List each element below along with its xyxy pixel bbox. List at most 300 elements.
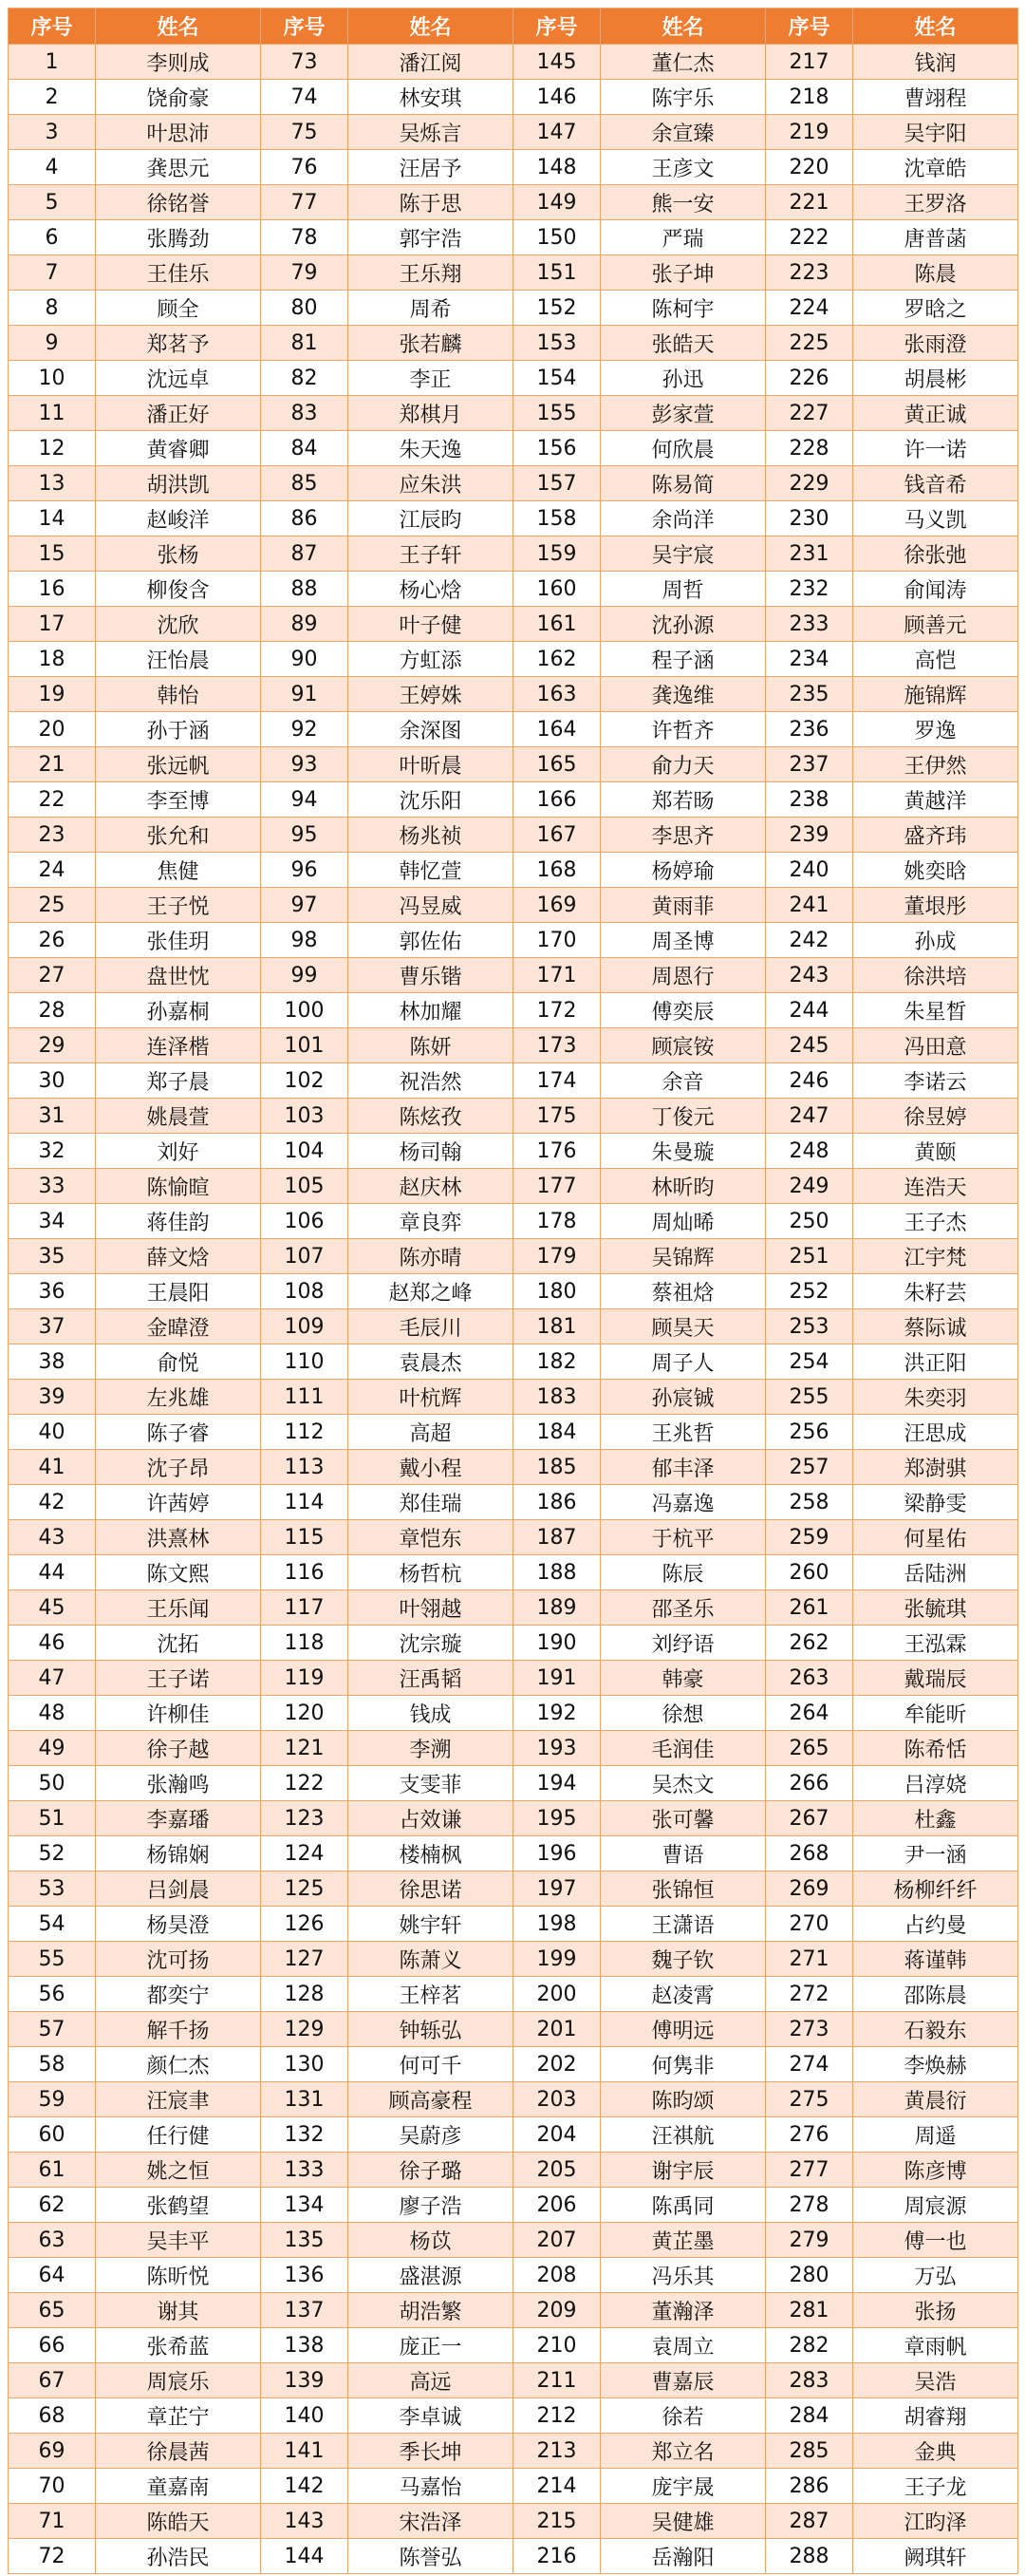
name-cell: 许哲齐 (601, 712, 766, 747)
table-row (9, 2504, 1018, 2539)
name-cell: 郁丰泽 (601, 1450, 766, 1485)
index-cell: 35 (9, 1239, 96, 1274)
name-cell: 孙迅 (601, 361, 766, 396)
index-cell: 274 (766, 2047, 853, 2082)
name-cell: 冯乐其 (601, 2258, 766, 2293)
name-cell: 任行健 (96, 2117, 261, 2153)
index-cell: 105 (261, 1169, 348, 1204)
index-cell: 14 (9, 501, 96, 536)
index-cell: 67 (9, 2363, 96, 2398)
name-cell: 蒋谨韩 (853, 1942, 1018, 1977)
name-cell: 郑佳瑞 (348, 1485, 513, 1520)
name-cell: 张扬 (853, 2293, 1018, 2328)
index-cell: 259 (766, 1520, 853, 1555)
name-cell: 郭宇浩 (348, 220, 513, 255)
index-cell: 204 (513, 2117, 601, 2153)
name-cell: 刘好 (96, 1134, 261, 1169)
name-cell: 何隽非 (601, 2047, 766, 2082)
index-cell: 137 (261, 2293, 348, 2328)
name-cell: 金暐澄 (96, 1309, 261, 1344)
name-cell: 李思齐 (601, 818, 766, 853)
name-cell: 汪宸聿 (96, 2082, 261, 2117)
index-cell: 251 (766, 1239, 853, 1274)
index-cell: 217 (766, 45, 853, 80)
name-cell: 黄睿卿 (96, 431, 261, 466)
index-cell: 70 (9, 2469, 96, 2504)
index-cell: 183 (513, 1380, 601, 1415)
index-cell: 98 (261, 923, 348, 958)
name-cell: 罗晗之 (853, 291, 1018, 326)
index-cell: 200 (513, 1977, 601, 2012)
name-cell: 陈子睿 (96, 1415, 261, 1450)
name-cell: 朱籽芸 (853, 1274, 1018, 1309)
index-cell: 75 (261, 115, 348, 150)
index-cell: 30 (9, 1063, 96, 1099)
index-cell: 109 (261, 1309, 348, 1344)
table-body (9, 45, 1018, 2574)
index-cell: 104 (261, 1134, 348, 1169)
name-cell: 郑子晨 (96, 1063, 261, 1099)
name-cell: 俞闻涛 (853, 572, 1018, 607)
index-cell: 265 (766, 1731, 853, 1766)
table-row (9, 1344, 1018, 1380)
name-cell: 沈欣 (96, 607, 261, 642)
index-cell: 37 (9, 1309, 96, 1344)
name-cell: 叶杭辉 (348, 1380, 513, 1415)
index-cell: 180 (513, 1274, 601, 1309)
table-row (9, 572, 1018, 607)
name-cell: 郑茗予 (96, 326, 261, 361)
name-cell: 俞悦 (96, 1344, 261, 1380)
name-cell: 阙琪轩 (853, 2539, 1018, 2574)
index-cell: 228 (766, 431, 853, 466)
name-cell: 王乐翔 (348, 255, 513, 291)
name-cell: 汪祺航 (601, 2117, 766, 2153)
index-cell: 186 (513, 1485, 601, 1520)
table-row (9, 2153, 1018, 2188)
name-cell: 廖子浩 (348, 2188, 513, 2223)
name-cell: 汪禹韬 (348, 1661, 513, 1696)
index-cell: 4 (9, 150, 96, 185)
table-row (9, 2293, 1018, 2328)
index-cell: 53 (9, 1871, 96, 1907)
index-cell: 256 (766, 1415, 853, 1450)
index-cell: 248 (766, 1134, 853, 1169)
name-cell: 邵陈晨 (853, 1977, 1018, 2012)
name-cell: 朱星晳 (853, 993, 1018, 1028)
table-row (9, 712, 1018, 747)
index-cell: 189 (513, 1590, 601, 1626)
index-cell: 282 (766, 2328, 853, 2363)
name-cell: 杨司翰 (348, 1134, 513, 1169)
table-row (9, 853, 1018, 888)
index-cell: 40 (9, 1415, 96, 1450)
table-row (9, 536, 1018, 572)
index-cell: 155 (513, 396, 601, 431)
name-cell: 张瀚鸣 (96, 1766, 261, 1801)
index-cell: 227 (766, 396, 853, 431)
name-cell: 潘正好 (96, 396, 261, 431)
table-row (9, 396, 1018, 431)
name-cell: 高恺 (853, 642, 1018, 677)
index-cell: 143 (261, 2504, 348, 2539)
index-cell: 154 (513, 361, 601, 396)
table-row (9, 2398, 1018, 2434)
index-cell: 24 (9, 853, 96, 888)
name-cell: 赵郑之峰 (348, 1274, 513, 1309)
name-cell: 杨昊澄 (96, 1907, 261, 1942)
index-cell: 257 (766, 1450, 853, 1485)
index-cell: 196 (513, 1836, 601, 1871)
name-cell: 徐晨茜 (96, 2434, 261, 2469)
name-cell: 顾宸铵 (601, 1028, 766, 1063)
name-cell: 江昀泽 (853, 2504, 1018, 2539)
name-cell: 牟能昕 (853, 1696, 1018, 1731)
index-cell: 52 (9, 1836, 96, 1871)
name-cell: 何欣晨 (601, 431, 766, 466)
name-cell: 杨哲杭 (348, 1555, 513, 1590)
index-cell: 203 (513, 2082, 601, 2117)
index-cell: 162 (513, 642, 601, 677)
name-cell: 韩怡 (96, 677, 261, 712)
name-cell: 李嘉璠 (96, 1801, 261, 1836)
name-cell: 俞力天 (601, 747, 766, 782)
index-cell: 264 (766, 1696, 853, 1731)
index-cell: 123 (261, 1801, 348, 1836)
index-cell: 58 (9, 2047, 96, 2082)
index-cell: 38 (9, 1344, 96, 1380)
name-cell: 梁静雯 (853, 1485, 1018, 1520)
index-cell: 215 (513, 2504, 601, 2539)
index-cell: 249 (766, 1169, 853, 1204)
table-row (9, 185, 1018, 220)
name-cell: 余宣臻 (601, 115, 766, 150)
index-cell: 246 (766, 1063, 853, 1099)
index-cell: 80 (261, 291, 348, 326)
name-cell: 张可馨 (601, 1801, 766, 1836)
name-cell: 林加耀 (348, 993, 513, 1028)
name-cell: 毛润佳 (601, 1731, 766, 1766)
name-cell: 高远 (348, 2363, 513, 2398)
table-row (9, 782, 1018, 818)
name-cell: 胡浩繁 (348, 2293, 513, 2328)
index-cell: 270 (766, 1907, 853, 1942)
name-cell: 余深图 (348, 712, 513, 747)
index-cell: 33 (9, 1169, 96, 1204)
name-cell: 毛辰川 (348, 1309, 513, 1344)
name-cell: 章芷宁 (96, 2398, 261, 2434)
index-cell: 177 (513, 1169, 601, 1204)
name-cell: 李焕赫 (853, 2047, 1018, 2082)
index-cell: 211 (513, 2363, 601, 2398)
name-cell: 沈子昂 (96, 1450, 261, 1485)
name-cell: 何星佑 (853, 1520, 1018, 1555)
index-cell: 138 (261, 2328, 348, 2363)
index-cell: 89 (261, 607, 348, 642)
name-cell: 朱奕羽 (853, 1380, 1018, 1415)
index-cell: 254 (766, 1344, 853, 1380)
name-cell: 施锦辉 (853, 677, 1018, 712)
name-cell: 曹嘉辰 (601, 2363, 766, 2398)
index-cell: 188 (513, 1555, 601, 1590)
name-cell: 焦健 (96, 853, 261, 888)
index-cell: 36 (9, 1274, 96, 1309)
index-cell: 84 (261, 431, 348, 466)
name-cell: 吴杰文 (601, 1766, 766, 1801)
index-cell: 235 (766, 677, 853, 712)
index-cell: 8 (9, 291, 96, 326)
name-cell: 徐洪培 (853, 958, 1018, 993)
table-row (9, 1274, 1018, 1309)
index-cell: 57 (9, 2012, 96, 2047)
index-cell: 191 (513, 1661, 601, 1696)
index-cell: 170 (513, 923, 601, 958)
index-cell: 68 (9, 2398, 96, 2434)
index-cell: 54 (9, 1907, 96, 1942)
name-cell: 占效谦 (348, 1801, 513, 1836)
index-cell: 231 (766, 536, 853, 572)
index-cell: 119 (261, 1661, 348, 1696)
index-cell: 169 (513, 888, 601, 923)
name-cell: 蒋佳韵 (96, 1204, 261, 1239)
index-cell: 86 (261, 501, 348, 536)
name-cell: 都奕宁 (96, 1977, 261, 2012)
name-cell: 杨锦娴 (96, 1836, 261, 1871)
index-cell: 279 (766, 2223, 853, 2258)
name-cell: 陈晨 (853, 255, 1018, 291)
table-row (9, 2434, 1018, 2469)
name-cell: 盛湛源 (348, 2258, 513, 2293)
index-cell: 69 (9, 2434, 96, 2469)
name-cell: 饶俞豪 (96, 80, 261, 115)
name-cell: 汪怡晨 (96, 642, 261, 677)
index-cell: 173 (513, 1028, 601, 1063)
index-cell: 223 (766, 255, 853, 291)
name-cell: 李正 (348, 361, 513, 396)
name-cell: 孙成 (853, 923, 1018, 958)
table-row (9, 1696, 1018, 1731)
name-cell: 姚宇轩 (348, 1907, 513, 1942)
name-cell: 黄正诚 (853, 396, 1018, 431)
index-cell: 2 (9, 80, 96, 115)
index-cell: 90 (261, 642, 348, 677)
index-cell: 106 (261, 1204, 348, 1239)
index-cell: 19 (9, 677, 96, 712)
name-cell: 冯昱威 (348, 888, 513, 923)
index-cell: 287 (766, 2504, 853, 2539)
index-cell: 232 (766, 572, 853, 607)
index-cell: 284 (766, 2398, 853, 2434)
index-cell: 247 (766, 1099, 853, 1134)
index-cell: 101 (261, 1028, 348, 1063)
name-cell: 周遥 (853, 2117, 1018, 2153)
index-cell: 74 (261, 80, 348, 115)
name-cell: 左兆雄 (96, 1380, 261, 1415)
index-cell: 116 (261, 1555, 348, 1590)
index-cell: 141 (261, 2434, 348, 2469)
index-cell: 193 (513, 1731, 601, 1766)
name-cell: 徐铭誉 (96, 185, 261, 220)
index-cell: 272 (766, 1977, 853, 2012)
index-cell: 39 (9, 1380, 96, 1415)
name-cell: 张杨 (96, 536, 261, 572)
name-cell: 童嘉南 (96, 2469, 261, 2504)
index-cell: 26 (9, 923, 96, 958)
name-cell: 罗逸 (853, 712, 1018, 747)
index-cell: 1 (9, 45, 96, 80)
index-cell: 78 (261, 220, 348, 255)
index-cell: 153 (513, 326, 601, 361)
name-cell: 李溯 (348, 1731, 513, 1766)
table-row (9, 1204, 1018, 1239)
name-cell: 张皓天 (601, 326, 766, 361)
name-cell: 郑棋月 (348, 396, 513, 431)
index-cell: 10 (9, 361, 96, 396)
name-cell: 董垠彤 (853, 888, 1018, 923)
index-cell: 266 (766, 1766, 853, 1801)
name-cell: 杨婷瑜 (601, 853, 766, 888)
name-cell: 盘世忱 (96, 958, 261, 993)
index-cell: 234 (766, 642, 853, 677)
name-cell: 沈乐阳 (348, 782, 513, 818)
index-cell: 99 (261, 958, 348, 993)
name-cell: 薛文焓 (96, 1239, 261, 1274)
header-name: 姓名 (348, 9, 513, 45)
index-cell: 83 (261, 396, 348, 431)
name-cell: 王子龙 (853, 2469, 1018, 2504)
index-cell: 108 (261, 1274, 348, 1309)
name-cell: 叶翎越 (348, 1590, 513, 1626)
table-row (9, 2117, 1018, 2153)
name-cell: 龚思元 (96, 150, 261, 185)
name-cell: 蔡际诚 (853, 1309, 1018, 1344)
table-row (9, 677, 1018, 712)
name-cell: 吴锦辉 (601, 1239, 766, 1274)
header-name: 姓名 (853, 9, 1018, 45)
name-cell: 岳瀚阳 (601, 2539, 766, 2574)
name-cell: 岳陆洲 (853, 1555, 1018, 1590)
index-cell: 100 (261, 993, 348, 1028)
table-row (9, 220, 1018, 255)
name-cell: 袁晨杰 (348, 1344, 513, 1380)
name-cell: 赵凌霄 (601, 1977, 766, 2012)
index-cell: 179 (513, 1239, 601, 1274)
table-row (9, 431, 1018, 466)
name-cell: 王彦文 (601, 150, 766, 185)
index-cell: 114 (261, 1485, 348, 1520)
name-cell: 吴丰平 (96, 2223, 261, 2258)
name-cell: 严瑞 (601, 220, 766, 255)
index-cell: 209 (513, 2293, 601, 2328)
name-cell: 陈炫孜 (348, 1099, 513, 1134)
index-cell: 206 (513, 2188, 601, 2223)
table-row (9, 1590, 1018, 1626)
index-cell: 107 (261, 1239, 348, 1274)
name-cell: 傅明远 (601, 2012, 766, 2047)
index-cell: 62 (9, 2188, 96, 2223)
index-cell: 222 (766, 220, 853, 255)
name-cell: 张毓琪 (853, 1590, 1018, 1626)
name-cell: 陈柯宇 (601, 291, 766, 326)
index-cell: 273 (766, 2012, 853, 2047)
name-cell: 吕剑晨 (96, 1871, 261, 1907)
name-cell: 徐想 (601, 1696, 766, 1731)
index-cell: 120 (261, 1696, 348, 1731)
index-cell: 178 (513, 1204, 601, 1239)
index-cell: 118 (261, 1626, 348, 1661)
index-cell: 283 (766, 2363, 853, 2398)
index-cell: 221 (766, 185, 853, 220)
name-cell: 叶子健 (348, 607, 513, 642)
index-cell: 213 (513, 2434, 601, 2469)
index-cell: 72 (9, 2539, 96, 2574)
index-cell: 245 (766, 1028, 853, 1063)
name-cell: 陈亦晴 (348, 1239, 513, 1274)
name-cell: 陈皓天 (96, 2504, 261, 2539)
name-cell: 吴健雄 (601, 2504, 766, 2539)
index-cell: 113 (261, 1450, 348, 1485)
name-cell: 蔡祖焓 (601, 1274, 766, 1309)
index-cell: 3 (9, 115, 96, 150)
index-cell: 161 (513, 607, 601, 642)
name-cell: 王罗洛 (853, 185, 1018, 220)
index-cell: 55 (9, 1942, 96, 1977)
index-cell: 11 (9, 396, 96, 431)
index-cell: 149 (513, 185, 601, 220)
name-cell: 周圣博 (601, 923, 766, 958)
index-cell: 262 (766, 1626, 853, 1661)
index-cell: 181 (513, 1309, 601, 1344)
index-cell: 111 (261, 1380, 348, 1415)
index-cell: 7 (9, 255, 96, 291)
name-cell: 王婷姝 (348, 677, 513, 712)
index-cell: 139 (261, 2363, 348, 2398)
index-cell: 166 (513, 782, 601, 818)
index-cell: 77 (261, 185, 348, 220)
index-cell: 184 (513, 1415, 601, 1450)
index-cell: 18 (9, 642, 96, 677)
name-cell: 庞宇晟 (601, 2469, 766, 2504)
name-cell: 黄越洋 (853, 782, 1018, 818)
name-cell: 郑立名 (601, 2434, 766, 2469)
name-cell: 赵峻洋 (96, 501, 261, 536)
table-row (9, 888, 1018, 923)
name-cell: 许一诺 (853, 431, 1018, 466)
name-cell: 杨柳纤纤 (853, 1871, 1018, 1907)
name-cell: 陈昕悦 (96, 2258, 261, 2293)
index-cell: 151 (513, 255, 601, 291)
name-cell: 黄芷墨 (601, 2223, 766, 2258)
name-cell: 江辰昀 (348, 501, 513, 536)
index-cell: 96 (261, 853, 348, 888)
name-cell: 孙宸铖 (601, 1380, 766, 1415)
index-cell: 61 (9, 2153, 96, 2188)
index-cell: 219 (766, 115, 853, 150)
table-row (9, 958, 1018, 993)
index-cell: 187 (513, 1520, 601, 1555)
name-cell: 孙浩民 (96, 2539, 261, 2574)
name-cell: 谢其 (96, 2293, 261, 2328)
index-cell: 87 (261, 536, 348, 572)
name-cell: 杨苡 (348, 2223, 513, 2258)
table-row (9, 2047, 1018, 2082)
table-row (9, 2188, 1018, 2223)
name-cell: 邵圣乐 (601, 1590, 766, 1626)
name-cell: 孙嘉桐 (96, 993, 261, 1028)
table-row (9, 1239, 1018, 1274)
name-cell: 叶昕晨 (348, 747, 513, 782)
table-row (9, 115, 1018, 150)
